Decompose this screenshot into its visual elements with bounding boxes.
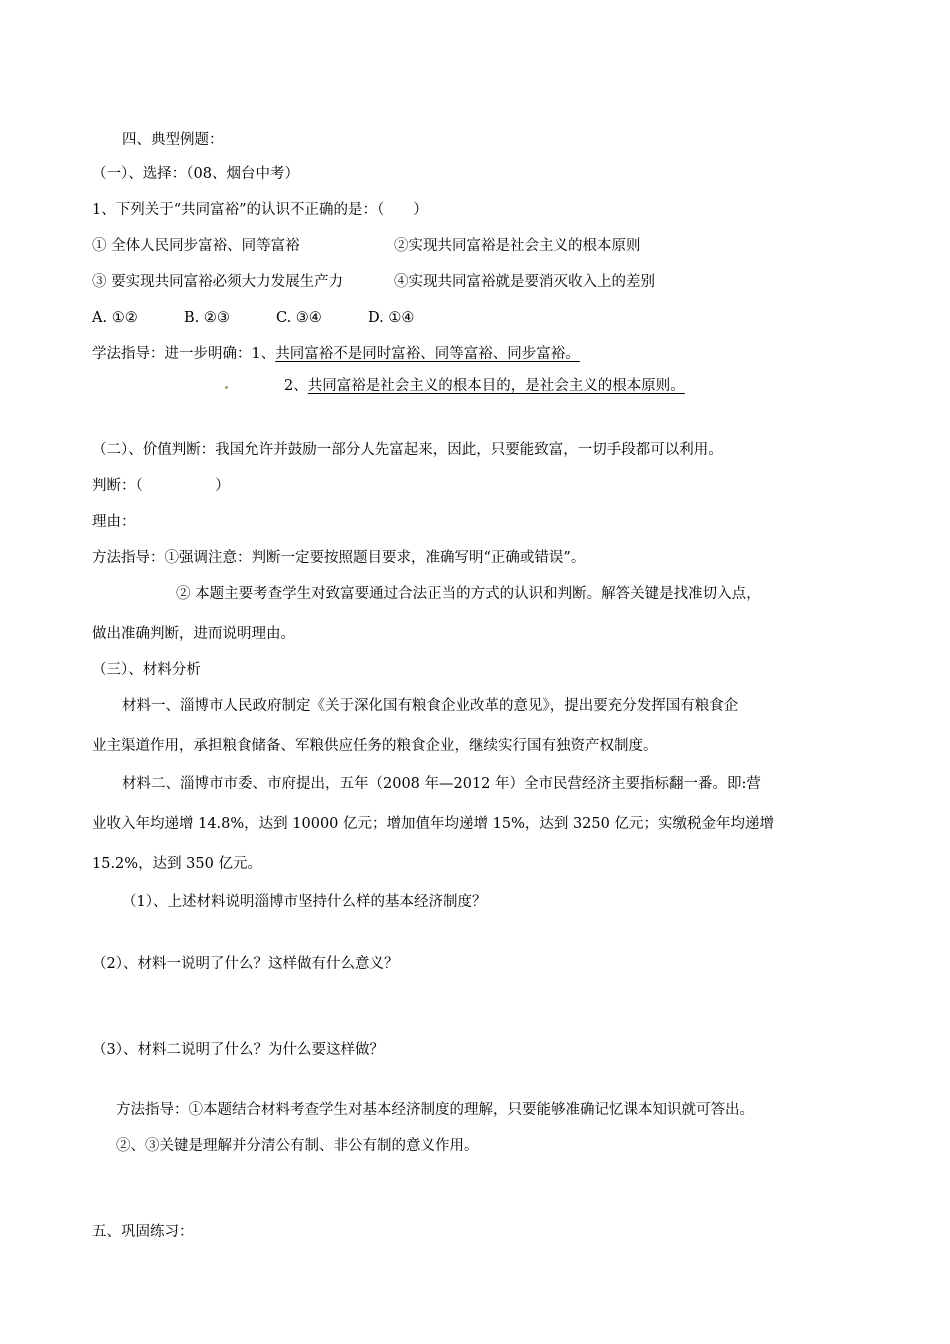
study-guide-prefix: 学法指导：进一步明确：1、 xyxy=(92,346,276,362)
section4-heading: 四、典型例题： xyxy=(122,132,224,148)
method-guide-4: ②、③关键是理解并分清公有制、非公有制的意义作用。 xyxy=(116,1138,479,1154)
option-d: D. ①④ xyxy=(368,310,415,326)
material-2-line-1: 材料二、淄博市市委、市府提出，五年（2008 年—2012 年）全市民营经济主要指标翻一番。即:营 xyxy=(122,776,761,792)
study-guide-line-2 xyxy=(284,376,685,396)
method-guide-1: 方法指导：①强调注意：判断一定要按照题目要求，准确写明“正确或错误”。 xyxy=(92,550,586,566)
study-guide-point-1: 共同富裕不是同时富裕、同等富裕、同步富裕。 xyxy=(275,346,580,362)
statement-2: ②实现共同富裕是社会主义的根本原则 xyxy=(394,238,641,254)
method-guide-2: ② 本题主要考查学生对致富要通过合法正当的方式的认识和判断。解答关键是找准切入点， xyxy=(176,586,761,602)
section5-heading: 五、巩固练习： xyxy=(92,1224,194,1240)
statement-4: ④实现共同富裕就是要消灭收入上的差别 xyxy=(394,274,655,290)
material-1-line-2: 业主渠道作用，承担粮食储备、军粮供应任务的粮食企业，继续实行国有独资产权制度。 xyxy=(92,738,658,754)
study-guide-line-1 xyxy=(92,344,580,364)
part3-heading: （三）、材料分析 xyxy=(92,662,201,678)
question-1: 1、下列关于“共同富裕”的认识不正确的是：（ ） xyxy=(92,202,428,218)
material-2-line-2: 业收入年均递增 14.8%，达到 10000 亿元；增加值年均递增 15%，达到 3250 亿元；实缴税金年均递增 xyxy=(92,816,774,832)
option-c: C. ③④ xyxy=(276,310,322,326)
method-guide-3: 方法指导：①本题结合材料考查学生对基本经济制度的理解，只要能够准确记忆课本知识就可答出。 xyxy=(116,1102,754,1118)
judgement-label: 判断：（ ） xyxy=(92,478,230,494)
material-2-line-3: 15.2%，达到 350 亿元。 xyxy=(92,856,262,872)
statement-1: ① 全体人民同步富裕、同等富裕 xyxy=(92,238,300,254)
analysis-question-1: （1）、上述材料说明淄博市坚持什么样的基本经济制度？ xyxy=(122,894,487,910)
statement-3: ③ 要实现共同富裕必须大力发展生产力 xyxy=(92,274,344,290)
option-b: B. ②③ xyxy=(184,310,230,326)
material-1-line-1: 材料一、淄博市人民政府制定《关于深化国有粮食企业改革的意见》，提出要充分发挥国有粮食企 xyxy=(122,698,739,714)
reason-label: 理由： xyxy=(92,514,136,530)
part1-heading: （一）、选择：（08、烟台中考） xyxy=(92,166,299,182)
stray-dot xyxy=(225,386,228,389)
study-guide-point-2: 共同富裕是社会主义的根本目的，是社会主义的根本原则。 xyxy=(307,378,685,394)
part2-heading: （二）、价值判断：我国允许并鼓励一部分人先富起来，因此，只要能致富，一切手段都可以利用。 xyxy=(92,442,723,458)
analysis-question-3: （3）、材料二说明了什么？为什么要这样做？ xyxy=(92,1042,384,1058)
answer-options xyxy=(92,308,414,328)
option-a: A. ①② xyxy=(92,310,138,326)
method-guide-2-continued: 做出准确判断，进而说明理由。 xyxy=(92,626,295,642)
study-guide-point-2-number: 2、 xyxy=(284,378,308,394)
analysis-question-2: （2）、材料一说明了什么？这样做有什么意义？ xyxy=(92,956,399,972)
